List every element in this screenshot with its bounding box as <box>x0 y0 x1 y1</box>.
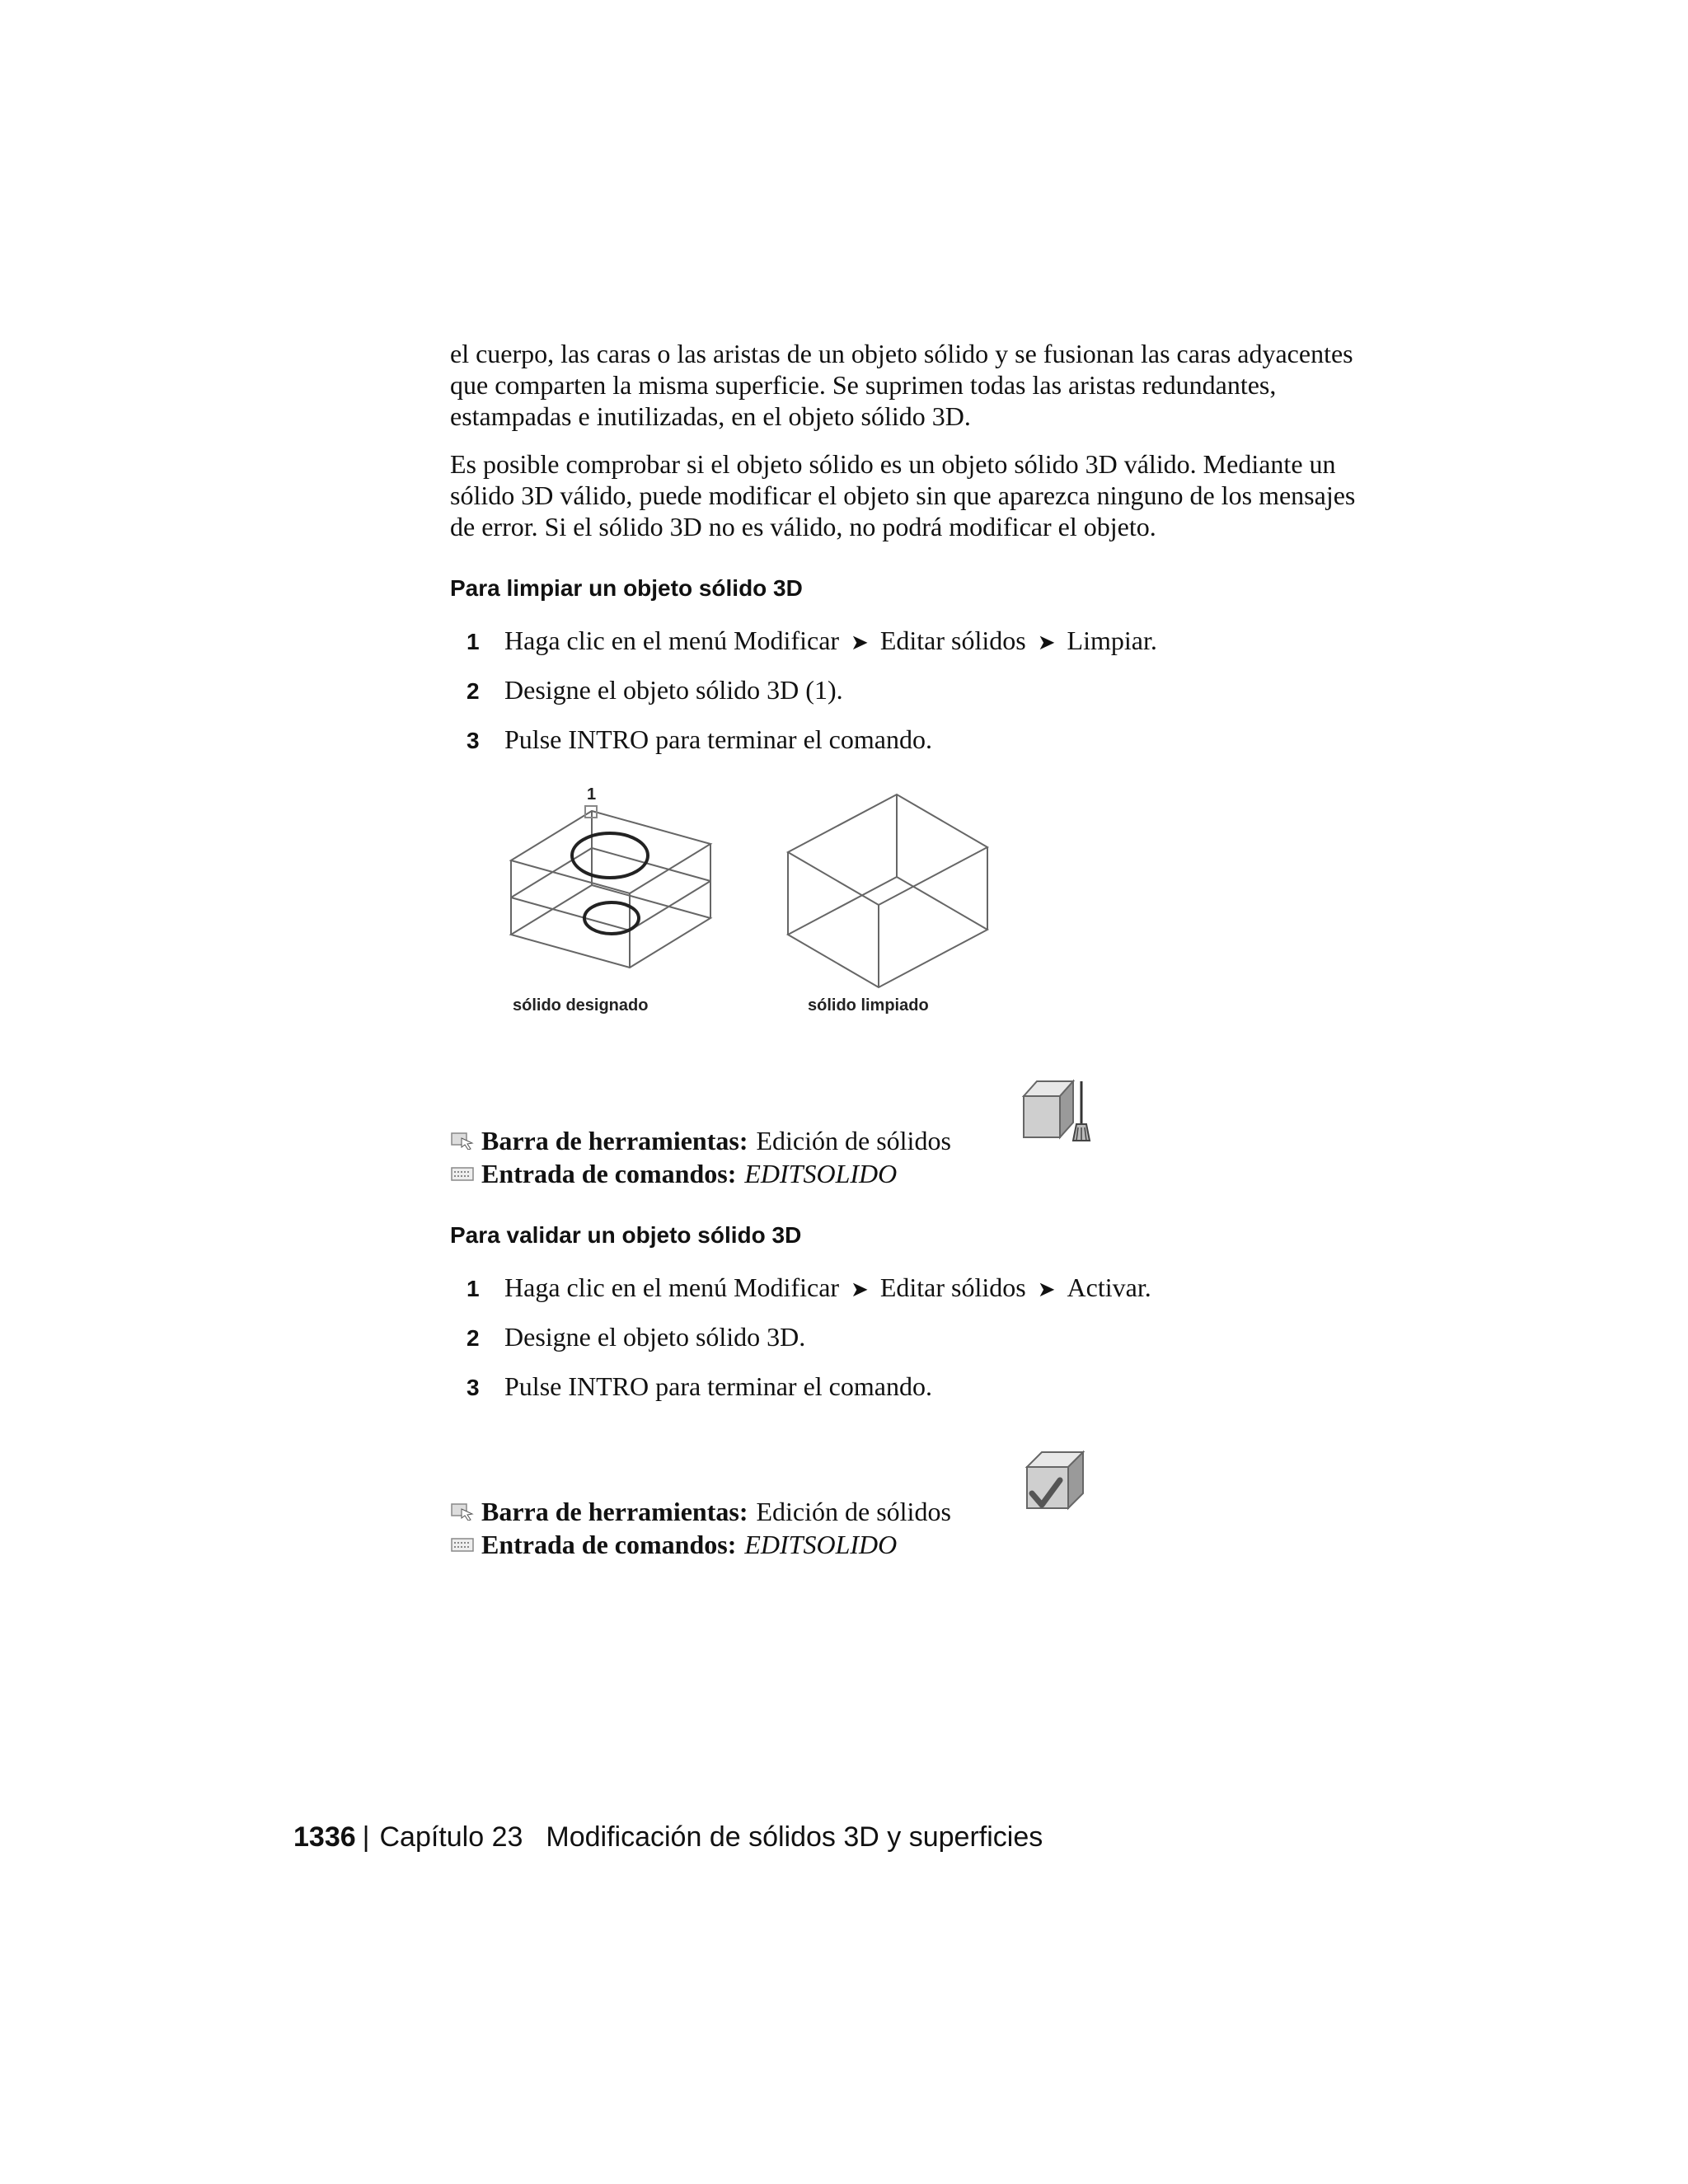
body-paragraph-2: Es posible comprobar si el objeto sólido es un objeto sólido 3D válido. Mediante un sólido 3D válido, puede modificar el objeto sin que aparezca ninguno de los mensajes de error. Si el sólido 3D no es válido, no podrá modificar el objeto. <box>450 449 1356 541</box>
toolbar-row-clean <box>450 1124 951 1157</box>
command-value: EDITSOLIDO <box>744 1530 898 1559</box>
command-label: Entrada de comandos: <box>481 1530 737 1559</box>
solid-illustration <box>495 783 1006 1022</box>
caption-left: sólido designado <box>513 996 649 1015</box>
command-row-clean <box>450 1157 897 1190</box>
step-number: 1 <box>467 1276 480 1301</box>
menu-item-editar-solidos: Editar sólidos <box>879 1272 1026 1302</box>
keyboard-icon <box>450 1535 475 1554</box>
chapter-label: Capítulo 23 <box>379 1821 523 1853</box>
cleaned-solid-drawing <box>788 794 987 987</box>
toolbar-value: Edición de sólidos <box>756 1126 951 1155</box>
selection-marker: 1 <box>587 785 597 804</box>
step-1-clean <box>467 625 1157 658</box>
solid-clean-figure <box>495 783 1006 1022</box>
menu-item-activar: Activar. <box>1067 1272 1151 1302</box>
check-tool-icon[interactable] <box>1020 1447 1091 1522</box>
step-3-clean <box>467 724 932 757</box>
step-3-validate <box>467 1371 932 1404</box>
step-text: Pulse INTRO para terminar el comando. <box>504 1371 932 1401</box>
clean-tool-icon[interactable] <box>1020 1076 1091 1151</box>
top-imprinted-circle <box>572 833 648 878</box>
command-value: EDITSOLIDO <box>744 1159 898 1188</box>
command-label: Entrada de comandos: <box>481 1159 737 1188</box>
step-number: 2 <box>467 1325 480 1351</box>
menu-item-modificar: Haga clic en el menú Modificar <box>504 626 840 655</box>
menu-arrow-icon: ➤ <box>851 1277 869 1302</box>
footer-separator: | <box>362 1821 370 1853</box>
step-text <box>504 625 1157 658</box>
toolbar-label: Barra de herramientas: <box>481 1497 748 1526</box>
step-number: 2 <box>467 678 480 704</box>
menu-item-editar-solidos: Editar sólidos <box>879 626 1026 655</box>
menu-arrow-icon: ➤ <box>1037 1277 1056 1302</box>
menu-item-modificar: Haga clic en el menú Modificar <box>504 1272 840 1302</box>
bottom-imprinted-circle <box>584 902 639 934</box>
section-heading-validate: Para validar un objeto sólido 3D <box>450 1222 802 1248</box>
step-number: 3 <box>467 728 480 753</box>
chapter-title: Modificación de sólidos 3D y superficies <box>546 1821 1043 1853</box>
page-content <box>450 338 1357 559</box>
section-heading-clean: Para limpiar un objeto sólido 3D <box>450 575 803 601</box>
step-number: 1 <box>467 629 480 654</box>
body-paragraph-1: el cuerpo, las caras o las aristas de un objeto sólido y se fusionan las caras adyacentes que comparten la misma superficie. Se suprimen todas las aristas redundantes, estampadas e inutilizadas, en el objeto sólido 3D. <box>450 339 1353 431</box>
toolbar-icon <box>450 1502 475 1521</box>
keyboard-icon <box>450 1165 475 1183</box>
page-number: 1336 <box>293 1821 356 1853</box>
step-text: Designe el objeto sólido 3D (1). <box>504 675 843 705</box>
menu-arrow-icon: ➤ <box>1037 630 1056 655</box>
caption-right: sólido limpiado <box>808 996 929 1015</box>
toolbar-label: Barra de herramientas: <box>481 1126 748 1155</box>
step-number: 3 <box>467 1375 480 1400</box>
page-footer <box>293 1821 1043 1854</box>
step-2-validate <box>467 1321 805 1354</box>
step-text: Designe el objeto sólido 3D. <box>504 1322 806 1352</box>
toolbar-value: Edición de sólidos <box>756 1497 951 1526</box>
step-2-clean <box>467 674 843 707</box>
command-row-validate <box>450 1528 897 1561</box>
step-text <box>504 1272 1151 1305</box>
toolbar-row-validate <box>450 1495 951 1528</box>
step-1-validate <box>467 1272 1151 1305</box>
step-text: Pulse INTRO para terminar el comando. <box>504 724 932 754</box>
menu-arrow-icon: ➤ <box>851 630 869 655</box>
toolbar-icon <box>450 1132 475 1150</box>
menu-item-limpiar: Limpiar. <box>1067 626 1157 655</box>
